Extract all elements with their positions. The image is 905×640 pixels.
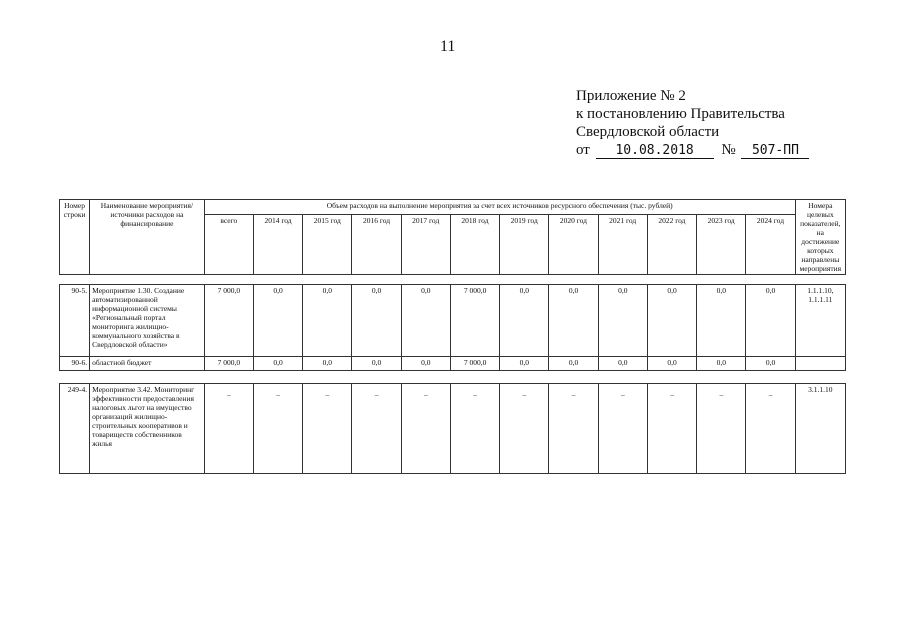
value-cell: – [253,384,302,474]
value-cell: – [204,384,253,474]
header-indicators: Номера целевых показателей, на достижение которых направлены мероприятия [795,200,845,275]
appendix-title: Приложение № 2 [576,88,686,104]
header-col-year: 2019 год [500,215,549,275]
header-col-year: 2017 год [401,215,450,275]
value-cell: 0,0 [746,357,795,371]
header-volume: Объем расходов на выполнение мероприятия за счет всех источников ресурсного обеспечения (тыс. рублей) [204,200,795,215]
indicator-cell: 3.1.1.10 [795,384,845,474]
header-col-year: 2024 год [746,215,795,275]
row-name: Мероприятие 1.30. Создание автоматизированной информационной системы «Региональный портал мониторинга жилищно-коммунального хозяйства в Свердловской области» [90,285,205,357]
row-number: 90-5. [60,285,90,357]
indicator-cell [795,357,845,371]
value-cell: 7 000,0 [450,357,499,371]
value-cell: – [303,384,352,474]
header-col-year: 2023 год [697,215,746,275]
value-cell: 0,0 [401,285,450,357]
header-row-number: Номер строки [60,200,90,275]
header-table [59,199,846,275]
header-col-year: 2014 год [253,215,302,275]
value-cell: 0,0 [598,357,647,371]
value-cell: – [450,384,499,474]
header-col-year: 2015 год [303,215,352,275]
header-name: Наименование мероприятия/ источники расходов на финансирование [90,200,205,275]
value-cell: 0,0 [598,285,647,357]
value-cell: 0,0 [303,285,352,357]
value-cell: 0,0 [647,357,696,371]
number-label: № [721,142,736,158]
table-row [60,285,846,357]
value-cell: 0,0 [500,357,549,371]
appendix-heading [576,87,809,159]
value-cell: 0,0 [549,285,598,357]
header-col-year: 2021 год [598,215,647,275]
value-cell: 0,0 [647,285,696,357]
row-name: Мероприятие 3.42. Мониторинг эффективности предоставления налоговых льгот на имущество организаций жилищно-строительных кооперативов и товариществ собственников жилья [90,384,205,474]
value-cell: 0,0 [697,357,746,371]
table-row [60,357,846,371]
table-row [60,384,846,474]
page-number: 11 [440,38,456,55]
value-cell: 7 000,0 [204,285,253,357]
resolution-date: 10.08.2018 [596,143,714,159]
value-cell: 0,0 [500,285,549,357]
header-col-year: 2016 год [352,215,401,275]
value-cell: 0,0 [352,357,401,371]
value-cell: 7 000,0 [204,357,253,371]
row-number: 90-6. [60,357,90,371]
data-table-2 [59,383,846,474]
appendix-line-2: к постановлению Правительства [576,106,785,122]
header-col-total: всего [204,215,253,275]
header-col-year: 2018 год [450,215,499,275]
header-col-year: 2022 год [647,215,696,275]
appendix-line-3: Свердловской области [576,124,720,140]
value-cell: 0,0 [352,285,401,357]
header-col-year: 2020 год [549,215,598,275]
value-cell: – [500,384,549,474]
value-cell: 0,0 [401,357,450,371]
indicator-cell: 1.1.1.10, 1.1.1.11 [795,285,845,357]
value-cell: – [401,384,450,474]
value-cell: 0,0 [549,357,598,371]
value-cell: – [549,384,598,474]
value-cell: 0,0 [253,285,302,357]
value-cell: 0,0 [253,357,302,371]
value-cell: – [746,384,795,474]
value-cell: – [352,384,401,474]
row-number: 249-4. [60,384,90,474]
row-name: областной бюджет [90,357,205,371]
value-cell: – [647,384,696,474]
value-cell: – [598,384,647,474]
value-cell: 0,0 [697,285,746,357]
appendix-date-line [576,141,809,159]
value-cell: – [697,384,746,474]
data-table-1 [59,284,846,371]
value-cell: 0,0 [303,357,352,371]
from-label: от [576,142,590,158]
resolution-number: 507-ПП [741,143,809,159]
value-cell: 7 000,0 [450,285,499,357]
value-cell: 0,0 [746,285,795,357]
